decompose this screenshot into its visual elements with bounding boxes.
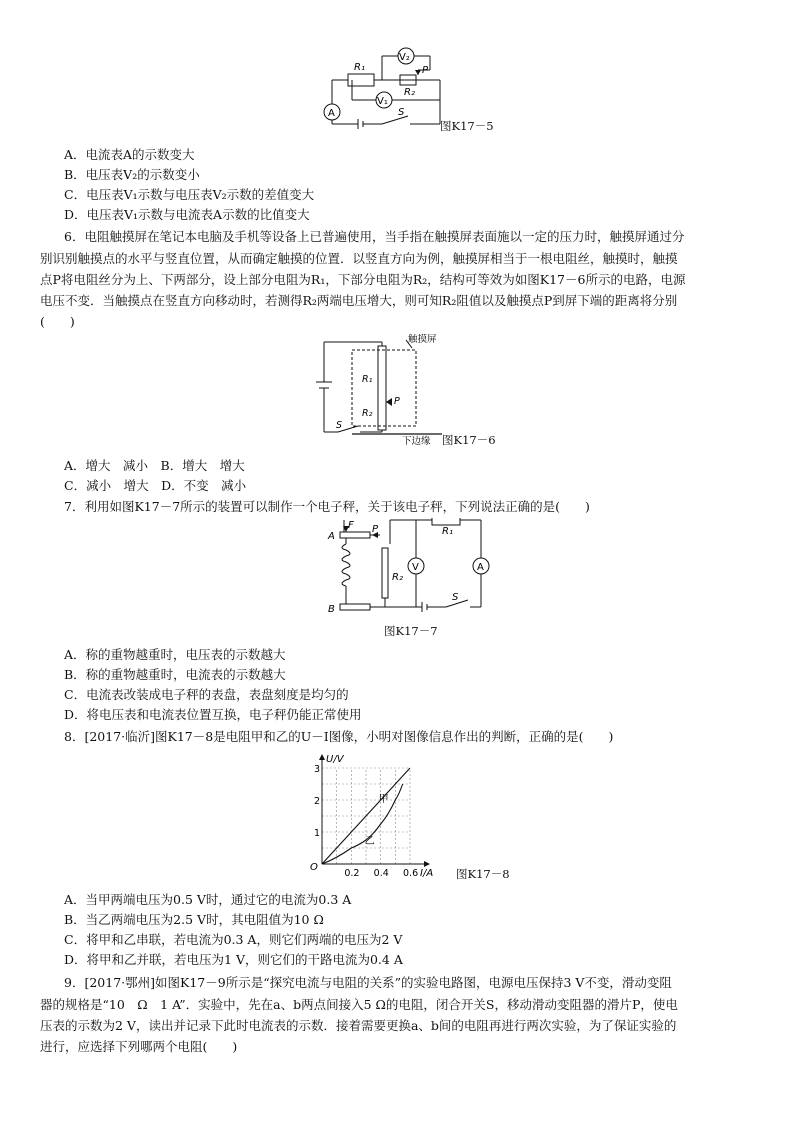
q7-option-b: B．称的重物越重时，电流表的示数越大 bbox=[64, 667, 286, 682]
fig8-caption: 图K17－8 bbox=[456, 867, 510, 881]
x-axis-label: I/A bbox=[420, 868, 434, 879]
fig6-label-s: S bbox=[336, 420, 343, 431]
fig6-label-r1: R₁ bbox=[362, 374, 373, 385]
figure-k17-6 bbox=[312, 334, 512, 446]
fig6-label-r2: R₂ bbox=[362, 408, 373, 419]
y-axis-arrow bbox=[319, 754, 325, 760]
fig6-label-bottom-edge: 下边缘 bbox=[402, 436, 431, 446]
x-tick-label: 0.2 bbox=[344, 868, 360, 879]
figure-k17-7 bbox=[326, 518, 496, 618]
fig7-label-s: S bbox=[452, 592, 459, 603]
q7-option-c: C．电流表改装成电子秤的表盘，表盘刻度是均匀的 bbox=[64, 687, 349, 702]
q5-option-c: C．电压表V₁示数与电压表V₂示数的差值变大 bbox=[64, 187, 315, 202]
q6-stem-line-2: 别识别触摸点的水平与竖直位置，从而确定触摸的位置．以竖直方向为例，触摸屏相当于一根电阻丝，触摸时，触摸 bbox=[40, 251, 678, 266]
q8-option-b: B．当乙两端电压为2.5 V时，其电阻值为10 Ω bbox=[64, 912, 324, 927]
q6-options-row-2: C．减小 增大 D．不变 减小 bbox=[64, 478, 247, 493]
q6-stem-line-5: ( ) bbox=[40, 314, 75, 329]
fig5-label-v2: V₂ bbox=[399, 52, 410, 63]
q9-stem-line-3: 压表的示数为2 V，读出并记录下此时电流表的示数．接着需要更换a、b间的电阻再进行两次实验，为了保证实验的 bbox=[40, 1018, 677, 1033]
y-tick-label: 1 bbox=[314, 828, 321, 839]
q6-stem-line-1: 6．电阻触摸屏在笔记本电脑及手机等设备上已普遍使用，当手指在触摸屏表面施以一定的压力时，触摸屏通过分 bbox=[64, 229, 685, 244]
fig7-label-b-end: B bbox=[328, 604, 335, 615]
q8-option-d: D．将甲和乙并联，若电压为1 V，则它们的干路电流为0.4 A bbox=[64, 952, 403, 967]
x-axis-arrow bbox=[424, 861, 430, 867]
fig7-label-ammeter: A bbox=[477, 562, 484, 573]
q6-options-row-1: A．增大 减小 B．增大 增大 bbox=[64, 458, 245, 473]
fig5-label-r2: R₂ bbox=[404, 87, 415, 98]
fig5-label-s: S bbox=[398, 107, 405, 118]
fig7-label-f: F bbox=[348, 520, 354, 531]
q9-stem-line-2: 器的规格是“10 Ω 1 A”．实验中，先在a、b两点间接入5 Ω的电阻，闭合开关S，移动滑动变阻器的滑片P，使电 bbox=[40, 997, 678, 1012]
y-tick-label: 3 bbox=[314, 764, 321, 775]
origin-label: O bbox=[310, 862, 318, 873]
q7-option-a: A．称的重物越重时，电压表的示数越大 bbox=[64, 647, 286, 662]
fig5-label-r1: R₁ bbox=[354, 62, 365, 73]
fig6-label-screen: 触摸屏 bbox=[408, 334, 437, 345]
series-label-jia: 甲 bbox=[378, 794, 389, 805]
fig7-label-a-end: A bbox=[328, 531, 335, 542]
q7-stem: 7．利用如图K17－7所示的装置可以制作一个电子秤，关于该电子秤，下列说法正确的是( ) bbox=[64, 499, 590, 514]
x-tick-label: 0.4 bbox=[373, 868, 389, 879]
fig6-label-p: P bbox=[394, 396, 400, 407]
series-label-yi: 乙 bbox=[364, 836, 375, 847]
fig7-label-r1: R₁ bbox=[442, 526, 453, 537]
q6-stem-line-3: 点P将电阻丝分为上、下两部分，设上部分电阻为R₁，下部分电阻为R₂，结构可等效为如图K17－6所示的电路，电源 bbox=[40, 272, 686, 287]
fig5-caption: 图K17－5 bbox=[440, 119, 494, 133]
fig5-label-v1: V₁ bbox=[377, 96, 388, 107]
q8-stem: 8．[2017·临沂]图K17－8是电阻甲和乙的U－I图像，小明对图像信息作出的判断，正确的是( ) bbox=[64, 729, 614, 744]
fig7-caption: 图K17－7 bbox=[384, 624, 438, 638]
series-line-yi bbox=[322, 784, 403, 864]
q5-option-d: D．电压表V₁示数与电流表A示数的比值变大 bbox=[64, 207, 310, 222]
q5-option-a: A．电流表A的示数变大 bbox=[64, 147, 195, 162]
y-tick-label: 2 bbox=[314, 796, 321, 807]
x-tick-label: 0.6 bbox=[403, 868, 419, 879]
y-axis-label: U/V bbox=[326, 754, 344, 765]
q9-stem-line-1: 9．[2017·鄂州]如图K17－9所示是“探究电流与电阻的关系”的实验电路图，电源电压保持3 V不变，滑动变阻 bbox=[64, 975, 672, 990]
q9-stem-line-4: 进行，应选择下列哪两个电阻( ) bbox=[40, 1039, 238, 1054]
fig7-label-v: V bbox=[412, 562, 419, 573]
fig5-label-a: A bbox=[328, 108, 335, 119]
q8-option-a: A．当甲两端电压为0.5 V时，通过它的电流为0.3 A bbox=[64, 892, 352, 907]
q5-option-b: B．电压表V₂的示数变小 bbox=[64, 167, 200, 182]
q7-option-d: D．将电压表和电流表位置互换，电子秤仍能正常使用 bbox=[64, 707, 362, 722]
fig7-label-p: P bbox=[372, 524, 379, 535]
q6-stem-line-4: 电压不变．当触摸点在竖直方向移动时，若测得R₂两端电压增大，则可知R₂阻值以及触摸点P到屏下端的距离将分别 bbox=[40, 293, 678, 308]
fig7-label-r2: R₂ bbox=[392, 572, 403, 583]
figure-k17-8 bbox=[306, 752, 456, 882]
q8-option-c: C．将甲和乙串联，若电流为0.3 A，则它们两端的电压为2 V bbox=[64, 932, 403, 947]
fig6-caption: 图K17－6 bbox=[442, 433, 496, 447]
fig5-label-p: P bbox=[422, 65, 429, 76]
